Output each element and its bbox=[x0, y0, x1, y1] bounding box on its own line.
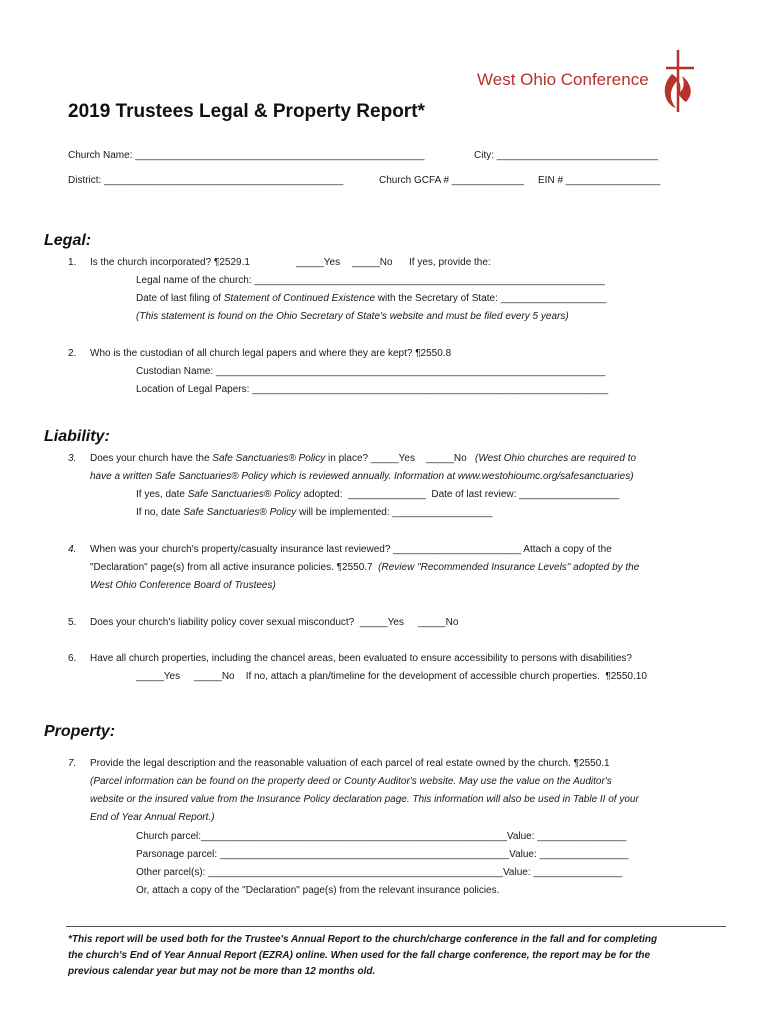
filing-prefix: Date of last filing of bbox=[136, 293, 224, 304]
q3-adopted-field[interactable] bbox=[136, 489, 619, 500]
q3-prefix: Does your church have the bbox=[90, 453, 213, 464]
q4-line3: West Ohio Conference Board of Trustees) bbox=[90, 580, 276, 591]
property-heading: Property: bbox=[44, 723, 116, 740]
q4-line2-plain: "Declaration" page(s) from all active insurance policies. ¶2550.7 bbox=[90, 562, 379, 573]
filing-suffix: with the Secretary of State: ___________________ bbox=[375, 293, 607, 304]
q1-question: Is the church incorporated? ¶2529.1 bbox=[90, 257, 250, 268]
q4-number: 4. bbox=[68, 544, 77, 555]
q1-note: (This statement is found on the Ohio Secretary of State's website and must be filed every 5 years) bbox=[136, 311, 569, 322]
q3-line3-prefix: If yes, date bbox=[136, 489, 188, 500]
footnote-line2: the church's End of Year Annual Report (EZRA) online. When used for the fall charge conference, the report may be for the bbox=[68, 950, 651, 961]
q7-note3: End of Year Annual Report.) bbox=[90, 812, 215, 823]
church-gcfa-field[interactable]: Church GCFA # _____________ bbox=[379, 175, 525, 186]
q3-note-start: (West Ohio churches are required to bbox=[475, 453, 637, 464]
footnote-divider bbox=[66, 926, 726, 927]
q3-line4-prefix: If no, date bbox=[136, 507, 184, 518]
filing-italic: Statement of Continued Existence bbox=[223, 293, 376, 304]
q3-note: have a written Safe Sanctuaries® Policy which is reviewed annually. Information at www.westohioumc.org/safesanctuaries) bbox=[90, 471, 634, 482]
q3-line3-italic: Safe Sanctuaries® Policy bbox=[187, 489, 301, 500]
city-field[interactable]: City: _____________________________ bbox=[474, 150, 659, 161]
q3-number: 3. bbox=[68, 453, 77, 464]
q4-line2-italic: (Review "Recommended Insurance Levels" adopted by the bbox=[378, 562, 640, 573]
ein-field[interactable]: EIN # _________________ bbox=[538, 175, 661, 186]
q3-policy-italic: Safe Sanctuaries® Policy bbox=[212, 453, 326, 464]
q1-number: 1. bbox=[68, 257, 77, 268]
q4-line1[interactable]: When was your church's property/casualty insurance last reviewed? _______________________ Attach a copy of the bbox=[90, 544, 612, 555]
q1-if-yes: If yes, provide the: bbox=[409, 257, 491, 268]
district-field[interactable]: District: ___________________________________________ bbox=[68, 175, 344, 186]
last-filing-field[interactable] bbox=[136, 293, 606, 304]
location-papers-field[interactable]: Location of Legal Papers: ________________________________________________________________ bbox=[136, 384, 609, 395]
q2-question: Who is the custodian of all church legal papers and where they are kept? ¶2550.8 bbox=[90, 348, 452, 359]
q3-implemented-field[interactable] bbox=[136, 507, 493, 518]
q7-note2: website or the insured value from the Insurance Policy declaration page. This information will also be used in Table II of your bbox=[90, 794, 639, 805]
q3-line1[interactable] bbox=[90, 453, 636, 464]
logo-label: West Ohio Conference bbox=[477, 70, 649, 89]
other-parcels-field[interactable]: Other parcel(s): _____________________________________________________Value: ________________ bbox=[136, 867, 623, 878]
q6-line2[interactable]: _____Yes _____No If no, attach a plan/timeline for the development of accessible church properties. ¶2550.10 bbox=[136, 671, 647, 682]
cross-and-flame-icon bbox=[652, 46, 702, 116]
q5-question[interactable]: Does your church's liability policy cover sexual misconduct? _____Yes _____No bbox=[90, 617, 459, 628]
q3-line4-italic: Safe Sanctuaries® Policy bbox=[183, 507, 297, 518]
footnote-line3: previous calendar year but may not be more than 12 months old. bbox=[68, 966, 376, 977]
parsonage-parcel-field[interactable]: Parsonage parcel: ____________________________________________________Value: ________________ bbox=[136, 849, 629, 860]
q5-number: 5. bbox=[68, 617, 77, 628]
q6-number: 6. bbox=[68, 653, 77, 664]
logo-text bbox=[477, 70, 649, 90]
page-title: 2019 Trustees Legal & Property Report* bbox=[68, 101, 425, 122]
q7-line1: Provide the legal description and the reasonable valuation of each parcel of real estate owned by the church. ¶2550.1 bbox=[90, 758, 610, 769]
church-parcel-field[interactable]: Church parcel:_______________________________________________________Value: ________________ bbox=[136, 831, 627, 842]
q7-note1: (Parcel information can be found on the property deed or County Auditor's website. May use the value on the Auditor's bbox=[90, 776, 612, 787]
q7-number: 7. bbox=[68, 758, 77, 769]
q2-number: 2. bbox=[68, 348, 77, 359]
q1-yes-field[interactable]: _____Yes bbox=[296, 257, 341, 268]
attach-declaration: Or, attach a copy of the "Declaration" page(s) from the relevant insurance policies. bbox=[136, 885, 500, 896]
custodian-name-field[interactable]: Custodian Name: ______________________________________________________________________ bbox=[136, 366, 606, 377]
liability-heading: Liability: bbox=[44, 428, 110, 445]
q6-line1: Have all church properties, including the chancel areas, been evaluated to ensure accessibility to persons with disabilities? bbox=[90, 653, 632, 664]
q3-yes-no: in place? _____Yes _____No bbox=[325, 453, 476, 464]
legal-heading: Legal: bbox=[44, 232, 92, 249]
footnote-line1: *This report will be used both for the Trustee's Annual Report to the church/charge conference in the fall and for completing bbox=[68, 934, 658, 945]
q4-line2 bbox=[90, 562, 639, 573]
q3-line4-suffix: will be implemented: __________________ bbox=[296, 507, 493, 518]
q3-line3-suffix: adopted: ______________ Date of last review: __________________ bbox=[300, 489, 620, 500]
legal-name-field[interactable]: Legal name of the church: _______________________________________________________________ bbox=[136, 275, 605, 286]
church-name-field[interactable]: Church Name: ____________________________________________________ bbox=[68, 150, 425, 161]
q1-no-field[interactable]: _____No bbox=[352, 257, 393, 268]
